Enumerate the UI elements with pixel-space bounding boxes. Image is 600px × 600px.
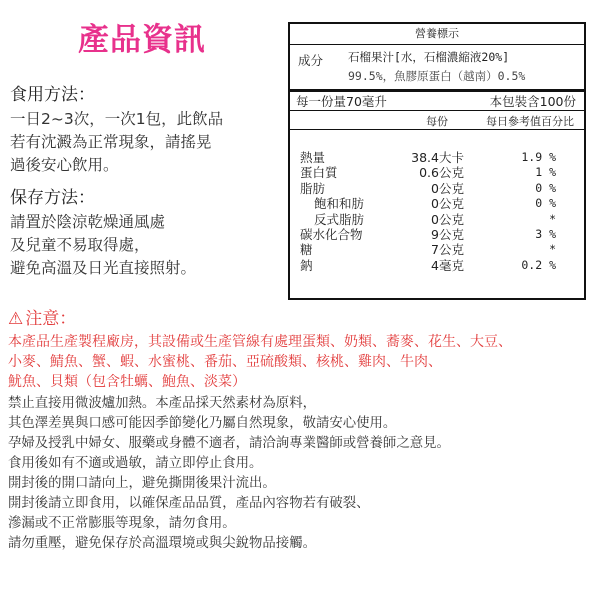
note-line: 請勿重壓，避免保存於高溫環境或與尖銳物品接觸。 <box>8 536 316 551</box>
nutrition-row <box>290 165 584 180</box>
note-line: 開封後的開口請向上，避免撕開後果汁流出。 <box>8 476 276 491</box>
nutrient-value: 4毫克 <box>431 257 464 273</box>
note-line: 孕婦及授乳中婦女、服藥或身體不適者，請洽詢專業醫師或營養師之意見。 <box>8 436 450 451</box>
servings-per-pack: 本包裝含100份 <box>489 94 576 109</box>
ingredients-block <box>290 45 584 89</box>
nutrient-percent: 1.9 % <box>521 150 556 164</box>
ingredients-line: 99.5%，魚膠原蛋白（越南）0.5% <box>348 69 526 83</box>
usage-heading: 食用方法： <box>10 85 95 105</box>
nutrient-percent: * <box>549 211 556 226</box>
note-line: 禁止直接用微波爐加熱。本產品採天然素材為原料， <box>8 396 316 411</box>
nutrition-row <box>290 227 584 242</box>
warning-heading <box>8 304 76 329</box>
column-daily-percent: 每日參考值百分比 <box>486 115 574 128</box>
nutrition-title: 營養標示 <box>290 24 584 45</box>
allergen-line: 小麥、鯖魚、蟹、蝦、水蜜桃、番茄、亞硫酸類、核桃、雞肉、牛肉、 <box>8 354 442 370</box>
usage-storage-section <box>10 82 282 280</box>
note-line: 其色澤差異與口感可能因季節變化乃屬自然現象，敬請安心使用。 <box>8 416 397 431</box>
nutrient-value: 0.6公克 <box>419 165 464 181</box>
nutrition-rows <box>290 150 584 273</box>
note-line: 滲漏或不正常膨脹等現象，請勿食用。 <box>8 516 236 531</box>
nutrient-percent: 3 % <box>535 226 556 241</box>
nutrition-row <box>290 242 584 257</box>
nutrient-name: 脂肪 <box>300 180 326 196</box>
nutrient-percent: 0 % <box>535 196 556 211</box>
storage-heading: 保存方法： <box>10 188 95 208</box>
usage-line: 過後安心飲用。 <box>10 156 119 174</box>
nutrient-value: 0公克 <box>431 180 464 196</box>
nutrient-value: 38.4大卡 <box>411 150 464 165</box>
nutrition-row <box>290 181 584 196</box>
nutrient-name: 鈉 <box>300 257 313 273</box>
nutrition-row <box>290 196 584 211</box>
storage-line: 避免高溫及日光直接照射。 <box>10 259 197 277</box>
nutrient-percent: 0 % <box>535 180 556 195</box>
allergen-line: 魷魚、貝類（包含牡蠣、鮑魚、淡菜） <box>8 374 246 390</box>
allergen-notice <box>8 332 588 392</box>
notes-list <box>8 394 593 554</box>
nutrition-row <box>290 150 584 165</box>
nutrient-name: 碳水化合物 <box>300 226 363 242</box>
storage-line: 請置於陰涼乾燥通風處 <box>10 213 166 231</box>
serving-row <box>290 92 584 111</box>
page-title: 產品資訊 <box>78 22 206 58</box>
warning-heading-text: 注意： <box>25 309 77 329</box>
nutrient-name: 糖 <box>300 242 313 258</box>
nutrient-value: 0公克 <box>431 211 464 227</box>
nutrient-name: 反式脂肪 <box>314 211 365 227</box>
ingredients-label: 成分 <box>298 53 324 68</box>
nutrient-name: 飽和和肪 <box>314 196 365 212</box>
note-line: 開封後請立即食用，以確保產品品質，產品內容物若有破裂、 <box>8 496 370 511</box>
serving-size: 每一份量70毫升 <box>296 94 387 109</box>
column-per-serving: 每份 <box>426 115 448 128</box>
nutrition-row <box>290 258 584 273</box>
usage-line: 若有沈澱為正常現象，請搖晃 <box>10 133 212 151</box>
ingredients-line: 石榴果汁[水，石榴濃縮液20%] <box>348 50 510 64</box>
usage-line: 一日2~3次，一次1包，此飲品 <box>10 110 224 128</box>
allergen-line: 本產品生產製程廠房，其設備或生產管線有處理蛋類、奶類、蕎麥、花生、大豆、 <box>8 334 512 350</box>
column-header-row <box>290 111 584 130</box>
note-line: 食用後如有不適或過敏，請立即停止食用。 <box>8 456 263 471</box>
nutrient-value: 0公克 <box>431 196 464 212</box>
warning-icon: ⚠ <box>8 309 24 329</box>
nutrient-percent: 0.2 % <box>521 257 556 272</box>
nutrient-percent: 1 % <box>535 165 556 180</box>
nutrient-name: 蛋白質 <box>300 165 338 181</box>
nutrient-value: 9公克 <box>431 226 464 242</box>
nutrition-facts-panel <box>288 22 586 300</box>
nutrition-row <box>290 212 584 227</box>
storage-line: 及兒童不易取得處， <box>10 236 150 254</box>
nutrient-percent: * <box>549 242 556 257</box>
nutrient-name: 熱量 <box>300 150 326 165</box>
nutrient-value: 7公克 <box>431 242 464 258</box>
